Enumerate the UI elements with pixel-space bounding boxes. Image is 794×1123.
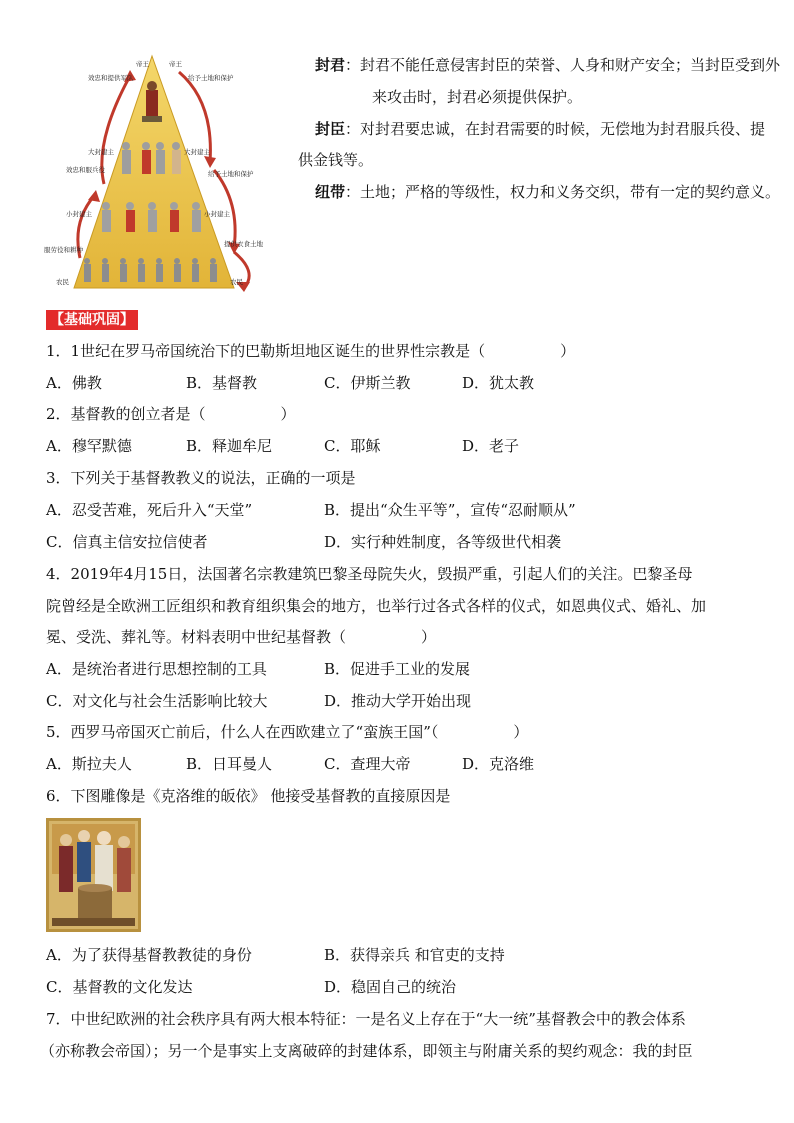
label-grant-land-1: 给予土地和保护 xyxy=(188,74,234,82)
question-7-stem-line-1: 7．中世纪欧洲的社会秩序具有两大根本特征：一是名义上存在于“大一统”基督教会中的教会体系 xyxy=(46,1010,686,1028)
label-loyal-service-2: 效忠和服兵役 xyxy=(66,166,105,174)
note-vassal-line1 xyxy=(315,119,765,139)
note-lord-line1 xyxy=(315,55,780,75)
question-4-stem-line-2: 院曾经是全欧洲工匠组织和教育组织集会的地方，也举行过各式各样的仪式，如恩典仪式、婚礼、加 xyxy=(46,597,707,615)
question-4-stem-line-1: 4．2019年4月15日，法国著名宗教建筑巴黎圣母院失火，毁损严重，引起人们的关注。巴黎圣母 xyxy=(46,565,693,583)
note-bond-text: ：土地；严格的等级性，权力和义务交织，带有一定的契约意义。 xyxy=(345,183,781,201)
label-great-lord-right: 大封建主 xyxy=(184,148,210,156)
label-small-lord-left: 小封建主 xyxy=(66,210,92,218)
pyramid-svg xyxy=(44,52,274,296)
label-peasant-right: 农民 xyxy=(230,278,243,286)
question-1-option-b: B．基督教 xyxy=(186,374,258,392)
question-5-stem: 5．西罗马帝国灭亡前后，什么人在西欧建立了“蛮族王国”（ ） xyxy=(46,723,529,741)
question-2-stem: 2．基督教的创立者是（ ） xyxy=(46,405,296,423)
label-grant-land-2: 给予土地和保护 xyxy=(208,170,254,178)
question-6-option-c: C．基督教的文化发达 xyxy=(46,978,193,996)
section-title: 【基础巩固】 xyxy=(46,310,138,330)
question-1-option-a: A．佛教 xyxy=(46,374,102,392)
question-3-option-b: B．提出“众生平等”，宣传“忍耐顺从” xyxy=(324,501,576,519)
note-vassal-text-1: ：对封君要忠诚，在封君需要的时候，无偿地为封君服兵役、提 xyxy=(345,120,766,138)
question-4-option-b: B．促进手工业的发展 xyxy=(324,660,471,678)
question-5-option-c: C．查理大帝 xyxy=(324,755,411,773)
question-5-option-d: D．克洛维 xyxy=(462,755,535,773)
label-loyal-service-1: 效忠和提供军队 xyxy=(88,74,134,82)
question-7-stem-line-2: （亦称教会帝国）；另一个是事实上支离破碎的封建体系，即领主与附庸关系的契约观念：我的封臣 xyxy=(40,1042,693,1060)
question-1-option-c: C．伊斯兰教 xyxy=(324,374,411,392)
question-2-option-d: D．老子 xyxy=(462,437,520,455)
question-2-option-b: B．释迦牟尼 xyxy=(186,437,273,455)
question-6-stem: 6．下图雕像是《克洛维的皈依》 他接受基督教的直接原因是 xyxy=(46,787,451,805)
note-lord-label: 封君 xyxy=(315,56,346,74)
question-6-option-d: D．稳固自己的统治 xyxy=(324,978,457,996)
question-2-option-a: A．穆罕默德 xyxy=(46,437,132,455)
note-bond-line xyxy=(315,182,780,202)
question-3-option-a: A．忍受苦难，死后升入“天堂” xyxy=(46,501,253,519)
label-great-lord-left: 大封建主 xyxy=(88,148,114,156)
feudal-pyramid-diagram xyxy=(44,52,274,296)
question-1-stem: 1．1世纪在罗马帝国统治下的巴勒斯坦地区诞生的世界性宗教是（ ） xyxy=(46,342,576,360)
note-lord-text-1: ：封君不能任意侵害封臣的荣誉、人身和财产安全；当封臣受到外 xyxy=(345,56,781,74)
note-vassal-text-2: 供金钱等。 xyxy=(298,151,374,169)
clovis-baptism-picture xyxy=(46,818,141,932)
question-4-option-a: A．是统治者进行思想控制的工具 xyxy=(46,660,267,678)
label-king-right: 帝王 xyxy=(169,60,182,68)
question-4-stem-line-3: 冕、受洗、葬礼等。材料表明中世纪基督教（ ） xyxy=(46,628,437,646)
label-corvee: 服劳役和耕种 xyxy=(44,246,83,254)
note-lord-text-2: 来攻击时，封君必须提供保护。 xyxy=(372,88,583,106)
question-3-stem: 3．下列关于基督教教义的说法，正确的一项是 xyxy=(46,469,356,487)
question-4-option-d: D．推动大学开始出现 xyxy=(324,692,472,710)
note-bond-label: 纽带 xyxy=(315,183,346,201)
label-small-lord-right: 小封建主 xyxy=(204,210,230,218)
question-6-option-b: B．获得亲兵 和官吏的支持 xyxy=(324,946,505,964)
clovis-baptism-image xyxy=(46,818,141,932)
question-3-option-d: D．实行种姓制度，各等级世代相袭 xyxy=(324,533,562,551)
note-vassal-label: 封臣 xyxy=(315,120,346,138)
question-4-option-c: C．对文化与社会生活影响比较大 xyxy=(46,692,268,710)
label-provide-land: 提供衣食土地 xyxy=(224,240,263,248)
label-king: 帝王 xyxy=(136,60,149,68)
question-2-option-c: C．耶稣 xyxy=(324,437,381,455)
question-1-option-d: D．犹太教 xyxy=(462,374,535,392)
question-5-option-a: A．斯拉夫人 xyxy=(46,755,132,773)
question-6-option-a: A．为了获得基督教教徒的身份 xyxy=(46,946,252,964)
question-3-option-c: C．信真主信安拉信使者 xyxy=(46,533,208,551)
question-5-option-b: B．日耳曼人 xyxy=(186,755,273,773)
label-peasant-left: 农民 xyxy=(56,278,69,286)
